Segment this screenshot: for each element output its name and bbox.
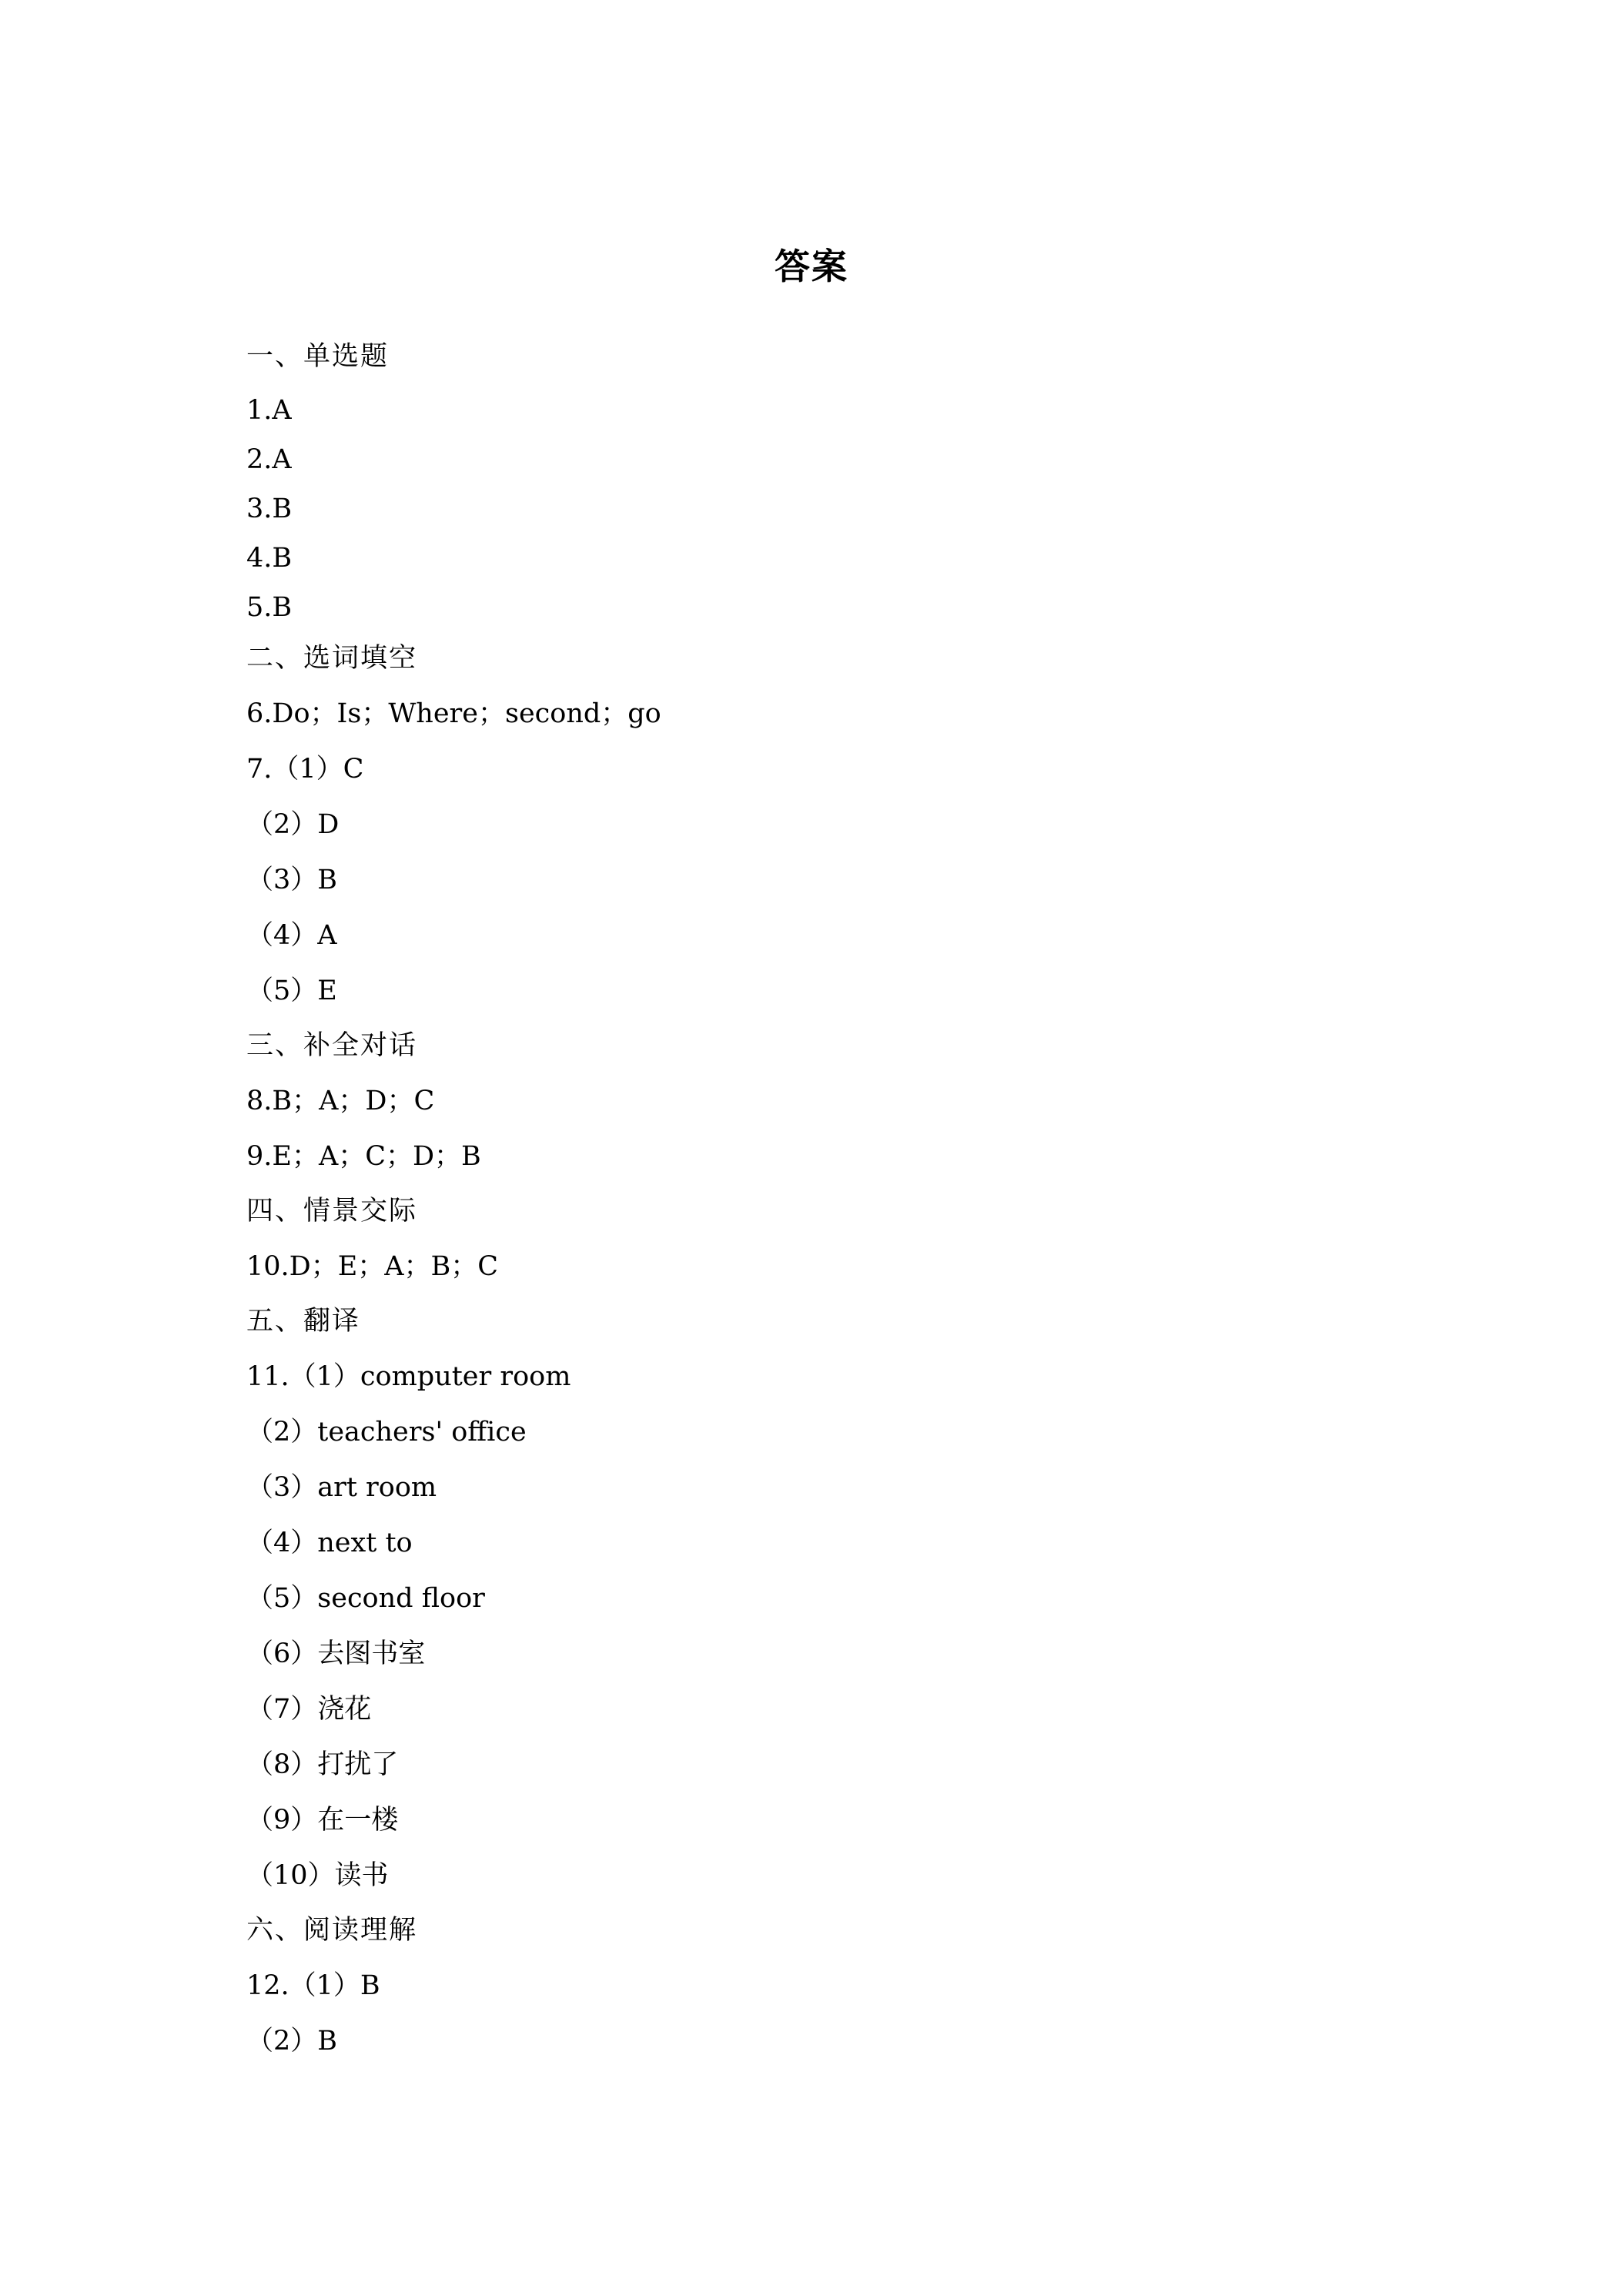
section-heading: 二、选词填空 <box>246 643 418 674</box>
answer-line: （3）B <box>246 865 337 895</box>
answer-line: 12.（1）B <box>246 1970 380 2001</box>
section-heading: 三、补全对话 <box>246 1030 418 1061</box>
answer-line: 11.（1）computer room <box>246 1361 571 1392</box>
answer-line: （9）在一楼 <box>246 1805 399 1836</box>
answer-line: （6）去图书室 <box>246 1638 426 1669</box>
answer-line: （4）next to <box>246 1528 413 1558</box>
answer-line: （5）E <box>246 976 337 1006</box>
answer-line: 2.A <box>246 444 292 475</box>
answer-line: （8）打扰了 <box>246 1749 399 1780</box>
answer-line: 9.E；A；C；D；B <box>246 1141 481 1172</box>
answer-line: 1.A <box>246 395 292 426</box>
answer-line: 4.B <box>246 543 293 574</box>
answer-line: （4）A <box>246 920 337 951</box>
section-heading: 六、阅读理解 <box>246 1915 418 1946</box>
answer-line: （10）读书 <box>246 1860 389 1891</box>
answer-line: 7.（1）C <box>246 754 364 785</box>
answer-line: 10.D；E；A；B；C <box>246 1251 499 1282</box>
section-heading: 四、情景交际 <box>246 1196 418 1227</box>
answer-line: （5）second floor <box>246 1583 485 1614</box>
section-heading: 一、单选题 <box>246 341 390 372</box>
answer-line: （2）D <box>246 809 340 840</box>
answer-line: （2）teachers' office <box>246 1417 527 1448</box>
answer-line: （2）B <box>246 2026 337 2057</box>
answer-line: 8.B；A；D；C <box>246 1086 435 1116</box>
answer-line: 3.B <box>246 494 293 524</box>
page-title: 答案 <box>775 246 848 287</box>
answer-line: 5.B <box>246 592 293 623</box>
section-heading: 五、翻译 <box>246 1306 361 1337</box>
answer-line: （7）浇花 <box>246 1694 372 1725</box>
answer-line: 6.Do；Is；Where；second；go <box>246 698 661 729</box>
answer-line: （3）art room <box>246 1472 437 1503</box>
